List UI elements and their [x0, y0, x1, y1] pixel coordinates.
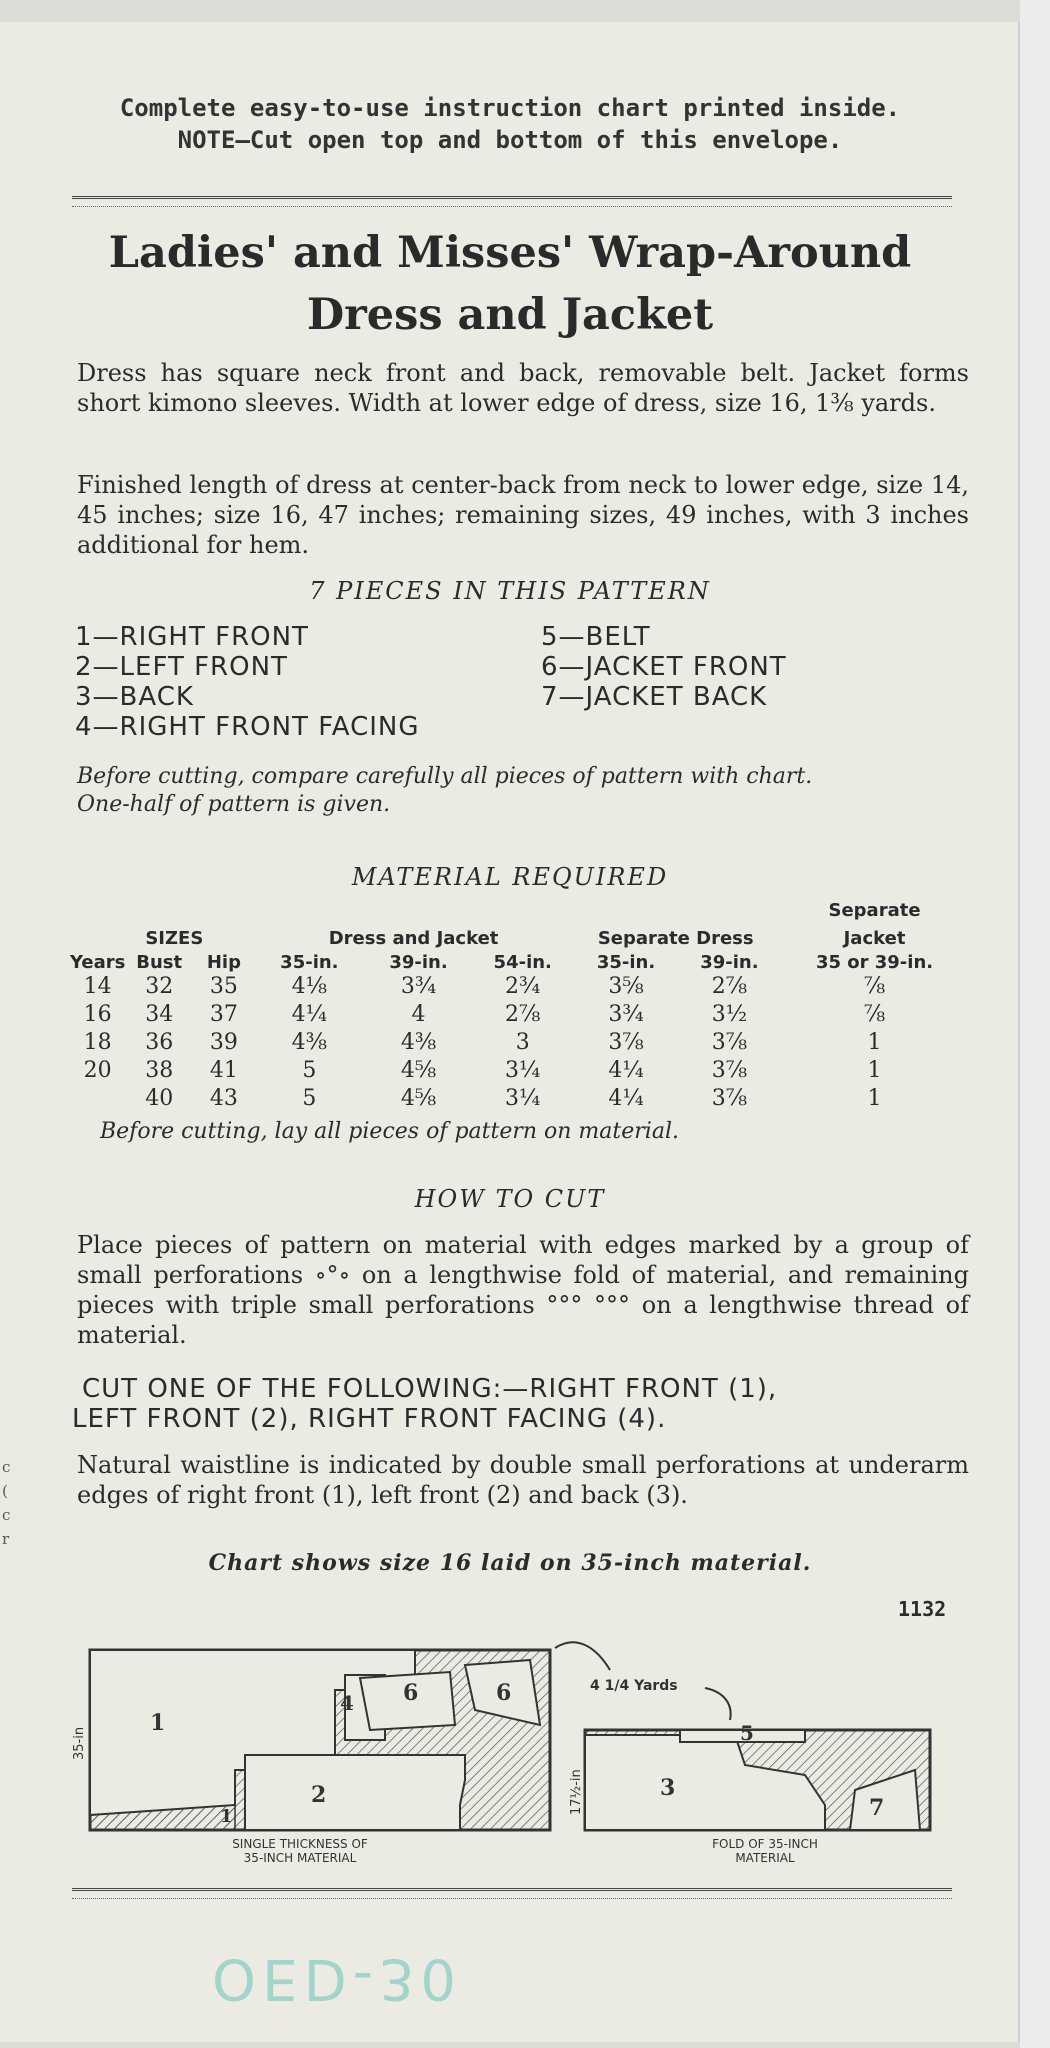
header-separate-dress: Separate Dress	[597, 928, 754, 949]
material-cell: 2⅞	[505, 1002, 541, 1027]
material-row	[70, 1057, 970, 1085]
compare-note-line-1: Before cutting, compare carefully all pieces of pattern with chart.	[77, 764, 813, 789]
description-p1: Dress has square neck front and back, removable belt. Jacket forms short kimono sleeves. Width at lower edge of dress, size 16, 1⅜ yards.	[77, 359, 969, 417]
piece-item: 3—BACK	[75, 682, 194, 712]
piece-2-outline	[245, 1755, 465, 1830]
header-separate-jacket-1: Separate	[828, 900, 921, 921]
how-to-cut-heading: HOW TO CUT	[414, 1185, 606, 1213]
waistline-note: Natural waistline is indicated by double small perforations at underarm edges of right front (1), left front (2) and back (3).	[77, 1451, 969, 1509]
material-cell: 32	[145, 974, 174, 999]
material-cell: ⅞	[863, 1002, 886, 1027]
edge-marks: c ( c r	[2, 1458, 11, 1548]
material-heading: MATERIAL REQUIRED	[351, 863, 669, 891]
piece-label-5: 5	[740, 1721, 754, 1745]
header-line-1: Complete easy-to-use instruction chart printed inside.	[119, 94, 901, 122]
yards-arrow-right	[705, 1688, 731, 1720]
yards-label: 4 1/4 Yards	[590, 1678, 678, 1694]
pieces-list-left	[75, 622, 420, 742]
material-cell: 1	[867, 1030, 882, 1055]
material-cell: 4⅛	[291, 974, 327, 999]
piece-label-6b: 6	[496, 1680, 512, 1706]
header-dress-and-jacket: Dress and Jacket	[328, 928, 499, 949]
right-side-label: 17½-in	[569, 1769, 584, 1815]
material-row	[70, 1001, 970, 1029]
material-cell: 34	[145, 1002, 174, 1027]
material-cell: 4	[411, 1002, 426, 1027]
pieces-heading: 7 PIECES IN THIS PATTERN	[309, 577, 711, 605]
compare-note-line-2: One-half of pattern is given.	[77, 792, 391, 817]
material-cell: 20	[83, 1058, 112, 1083]
piece-item: 1—RIGHT FRONT	[75, 622, 309, 652]
top-divider	[72, 196, 952, 207]
material-cell: 1	[867, 1058, 882, 1083]
material-cell: 3¾	[608, 1002, 644, 1027]
material-cell: 16	[83, 1002, 112, 1027]
header-sizes: SIZES	[145, 928, 204, 949]
piece-label-6a: 6	[403, 1680, 419, 1706]
material-cell: 37	[209, 1002, 238, 1027]
col-bust: Bust	[136, 952, 183, 973]
cutting-layout-diagram	[72, 1630, 965, 1870]
bottom-divider	[72, 1888, 952, 1899]
material-cell: 3¾	[400, 974, 437, 999]
page-title	[60, 222, 960, 346]
description-p2: Finished length of dress at center-back from neck to lower edge, size 14, 45 inches; size 16, 47 inches; remaining sizes, 49 inches, with 3 inches additional for hem.	[77, 471, 969, 559]
material-cell: 3⅞	[711, 1058, 748, 1083]
material-cell: 2¾	[505, 974, 541, 999]
material-cell: 3¼	[505, 1086, 541, 1111]
piece-label-4: 4	[340, 1691, 354, 1715]
col-dj-35: 35-in.	[280, 952, 339, 973]
piece-label-7: 7	[869, 1795, 885, 1821]
material-cell: 2⅞	[711, 974, 748, 999]
material-cell: 4⅜	[291, 1030, 327, 1055]
cut-instruction-line-1: CUT ONE OF THE FOLLOWING:—RIGHT FRONT (1),	[82, 1374, 778, 1404]
envelope-edge	[1020, 0, 1050, 2048]
cut-instruction-line-2: LEFT FRONT (2), RIGHT FRONT FACING (4).	[72, 1404, 667, 1434]
material-cell: 3¼	[505, 1058, 541, 1083]
material-rows	[70, 973, 970, 1113]
compare-note	[77, 763, 969, 819]
col-years: Years	[70, 952, 126, 973]
piece-label-2: 2	[311, 1782, 327, 1808]
material-cell: 1	[867, 1086, 882, 1111]
header-line-2: NOTE—Cut open top and bottom of this envelope.	[177, 126, 843, 154]
material-cell: 18	[83, 1030, 112, 1055]
left-caption-2: 35-INCH MATERIAL	[243, 1851, 357, 1865]
material-cell: 3½	[711, 1002, 748, 1027]
material-cell: 40	[145, 1086, 174, 1111]
col-sd-39: 39-in.	[700, 952, 759, 973]
material-cell: 3⅞	[608, 1030, 644, 1055]
material-cell: 39	[209, 1030, 238, 1055]
material-row	[70, 973, 970, 1001]
pieces-list-right	[541, 622, 787, 712]
material-cell: 3⅝	[608, 974, 644, 999]
material-cell: 3⅞	[711, 1030, 748, 1055]
piece-item: 5—BELT	[541, 622, 651, 652]
right-caption-1: FOLD OF 35-INCH	[712, 1837, 818, 1851]
material-table	[70, 897, 970, 1113]
material-cell: 4¼	[291, 1002, 327, 1027]
left-caption-1: SINGLE THICKNESS OF	[232, 1837, 368, 1851]
col-hip: Hip	[206, 952, 241, 973]
col-sd-35: 35-in.	[596, 952, 656, 973]
chart-caption: Chart shows size 16 laid on 35-inch material.	[208, 1550, 812, 1576]
piece-item: 6—JACKET FRONT	[541, 652, 787, 682]
material-cell: 43	[209, 1086, 238, 1111]
material-cell: 35	[209, 974, 238, 999]
material-row	[70, 1085, 970, 1113]
material-cell: 3⅞	[711, 1086, 748, 1111]
material-cell: 3	[515, 1030, 530, 1055]
col-dj-39: 39-in.	[389, 952, 448, 973]
piece-item: 2—LEFT FRONT	[75, 652, 288, 682]
material-cell: 14	[83, 974, 112, 999]
material-cell: 4⅝	[400, 1086, 437, 1111]
material-row	[70, 1029, 970, 1057]
col-sj: 35 or 39-in.	[815, 952, 934, 973]
material-cell: 4¼	[608, 1058, 644, 1083]
material-cell: ⅞	[863, 974, 886, 999]
piece-label-1: 1	[150, 1710, 166, 1736]
material-cell: 4¼	[608, 1086, 644, 1111]
piece-item: 7—JACKET BACK	[541, 682, 768, 712]
header-separate-jacket-2: Jacket	[843, 928, 906, 949]
material-cell: 38	[145, 1058, 174, 1083]
material-cell: 5	[302, 1058, 317, 1083]
material-cell: 36	[145, 1030, 174, 1055]
how-to-cut-p1: Place pieces of pattern on material with edges marked by a group of small perforations ∘°∘ on a lengthwise fold of material, and remaining pieces with triple small perforations °°° °°° on a lengthwise thread of material.	[77, 1231, 969, 1349]
yards-arrow-left	[555, 1642, 610, 1670]
title-line-2: Dress and Jacket	[306, 290, 714, 340]
material-cell: 41	[209, 1058, 238, 1083]
title-line-1: Ladies' and Misses' Wrap-Around	[108, 228, 912, 278]
material-cell: 4⅝	[400, 1058, 437, 1083]
piece-item: 4—RIGHT FRONT FACING	[75, 712, 420, 742]
header-note	[60, 92, 960, 156]
lay-note: Before cutting, lay all pieces of pattern on material.	[100, 1119, 679, 1144]
material-cell	[70, 1085, 125, 1113]
ink-stamp: OED-30	[212, 1946, 463, 2011]
material-cell: 4⅜	[400, 1030, 437, 1055]
col-dj-54: 54-in.	[493, 952, 552, 973]
piece-label-3: 3	[660, 1775, 676, 1801]
left-side-label: 35-in	[72, 1726, 87, 1760]
right-caption-2: MATERIAL	[735, 1851, 795, 1865]
material-cell: 5	[302, 1086, 317, 1111]
piece-label-1b: 1	[220, 1806, 233, 1827]
pattern-number: 1132	[898, 1597, 947, 1621]
